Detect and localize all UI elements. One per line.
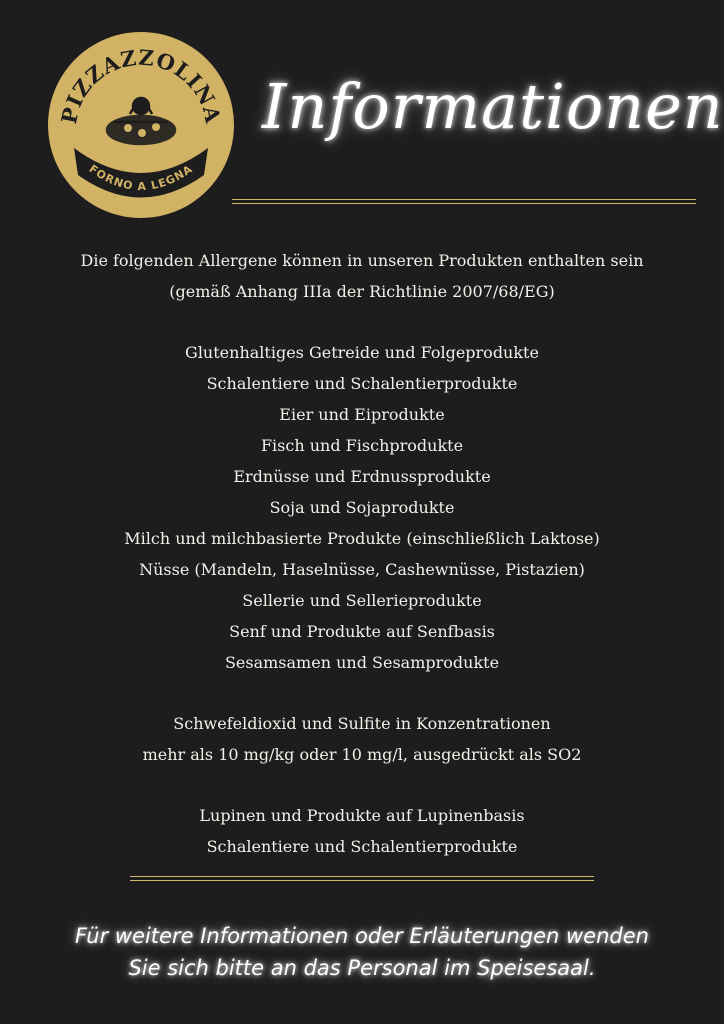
allergen-item: Senf und Produkte auf Senfbasis	[229, 622, 495, 641]
footer-line: Sie sich bitte an das Personal im Speisesaal.	[128, 956, 596, 980]
allergen-item: Milch und milchbasierte Produkte (einschließlich Laktose)	[124, 529, 600, 548]
lupine-line: Lupinen und Produkte auf Lupinenbasis	[199, 806, 525, 825]
allergen-item: Erdnüsse und Erdnussprodukte	[233, 467, 491, 486]
allergen-item: Nüsse (Mandeln, Haselnüsse, Cashewnüsse, Pistazien)	[139, 560, 585, 579]
allergen-item: Sellerie und Sellerieprodukte	[242, 591, 482, 610]
page-title: Informationen	[262, 70, 724, 143]
logo-brand-text: PIZZAZZOLINA	[56, 44, 226, 126]
allergen-item: Eier und Eiprodukte	[279, 405, 445, 424]
allergen-item: Fisch und Fischprodukte	[260, 436, 464, 455]
lupine-line: Schalentiere und Schalentierprodukte	[206, 837, 518, 856]
footer-line: Für weitere Informationen oder Erläuterungen wenden	[75, 924, 649, 948]
allergen-item: Schalentiere und Schalentierprodukte	[206, 374, 518, 393]
intro-line: (gemäß Anhang IIIa der Richtlinie 2007/68/EG)	[169, 282, 555, 301]
pizzazzolina-logo	[46, 30, 236, 220]
logo-tagline-text: FORNO A LEGNA	[86, 162, 196, 194]
sulfite-line: Schwefeldioxid und Sulfite in Konzentrationen	[173, 714, 551, 733]
allergen-info	[0, 245, 724, 862]
allergen-item: Soja und Sojaprodukte	[269, 498, 455, 517]
allergen-item: Glutenhaltiges Getreide und Folgeprodukte	[185, 343, 539, 362]
bottom-divider	[130, 876, 594, 881]
top-divider	[232, 199, 696, 204]
footer-note	[0, 920, 724, 984]
intro-line: Die folgenden Allergene können in unseren Produkten enthalten sein	[80, 251, 644, 270]
sulfite-line: mehr als 10 mg/kg oder 10 mg/l, ausgedrückt als SO2	[142, 745, 582, 764]
allergen-item: Sesamsamen und Sesamprodukte	[224, 653, 500, 672]
